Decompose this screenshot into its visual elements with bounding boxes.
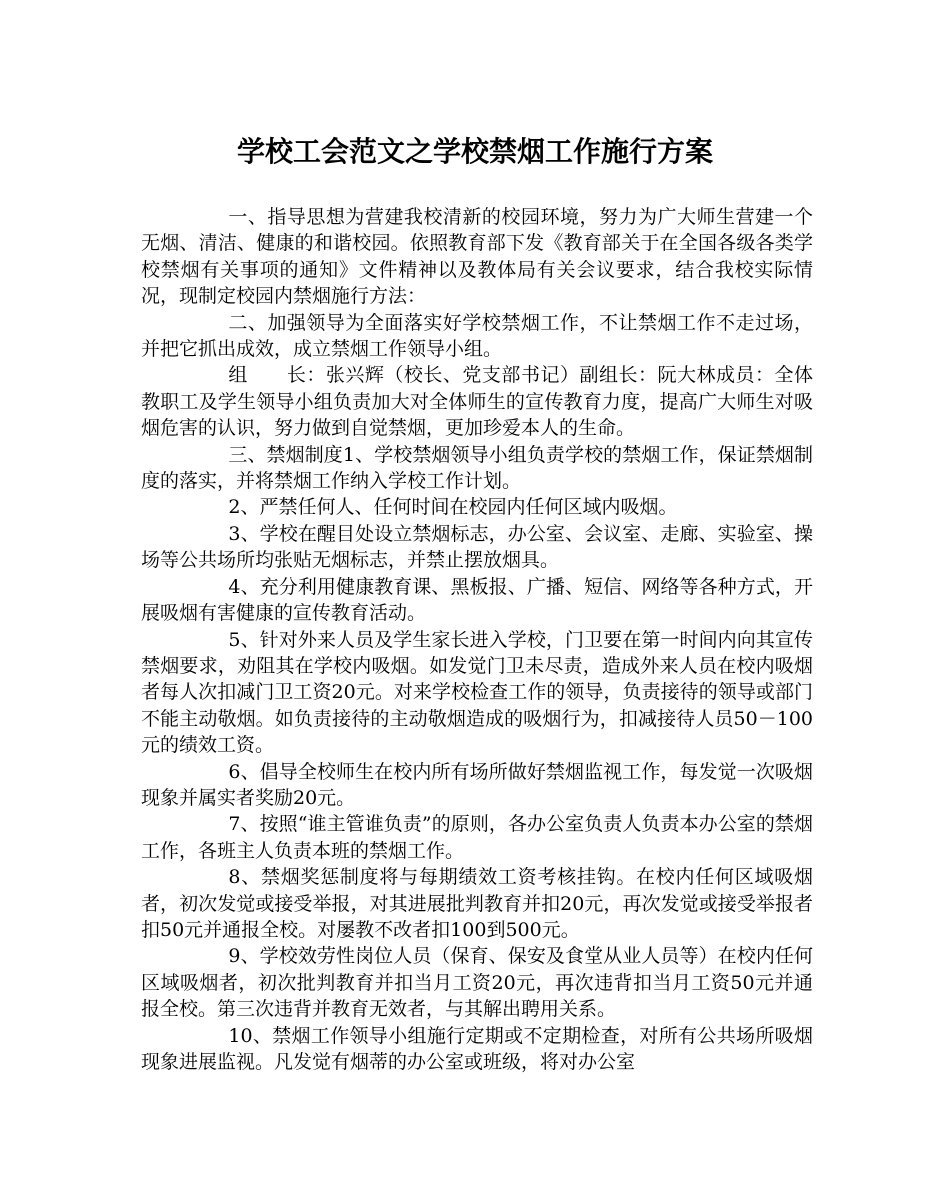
paragraph-rule-1: 三、禁烟制度1、学校禁烟领导小组负责学校的禁烟工作，保证禁烟制度的落实，并将禁烟工作纳入学校工作计划。 [141, 443, 813, 493]
paragraph-rule-4: 4、充分利用健康教育课、黑板报、广播、短信、网络等各种方式，开展吸烟有害健康的宣传教育活动。 [141, 575, 813, 625]
paragraph-leadership: 二、加强领导为全面落实好学校禁烟工作，不让禁烟工作不走过场，并把它抓出成效，成立禁烟工作领导小组。 [141, 311, 813, 361]
paragraph-rule-3: 3、学校在醒目处设立禁烟标志，办公室、会议室、走廊、实验室、操场等公共场所均张贴无烟标志，并禁止摆放烟具。 [141, 522, 813, 572]
paragraph-rule-8: 8、禁烟奖惩制度将与每期绩效工资考核挂钩。在校内任何区域吸烟者，初次发觉或接受举报，对其进展批判教育并扣20元，再次发觉或接受举报者扣50元并通报全校。对屡教不改者扣100到500元。 [141, 866, 813, 941]
paragraph-rule-10: 10、禁烟工作领导小组施行定期或不定期检查，对所有公共场所吸烟现象进展监视。凡发觉有烟蒂的办公室或班级，将对办公室 [141, 1024, 813, 1073]
document-title: 学校工会范文之学校禁烟工作施行方案 [236, 135, 713, 168]
paragraph-rule-7: 7、按照“谁主管谁负责”的原则，各办公室负责人负责本办公室的禁烟工作，各班主人负责本班的禁烟工作。 [141, 813, 813, 862]
paragraph-guiding-idea: 一、指导思想为营建我校清新的校园环境，努力为广大师生营建一个无烟、清洁、健康的和谐校园。依照教育部下发《教育部关于在全国各级各类学校禁烟有关事项的通知》文件精神以及教体局有关会议要求，结合我校实际情况，现制定校园内禁烟施行方法： [141, 206, 813, 308]
document-body [141, 204, 813, 1075]
paragraph-rule-5: 5、针对外来人员及学生家长进入学校，门卫要在第一时间内向其宣传禁烟要求，劝阻其在学校内吸烟。如发觉门卫未尽责，造成外来人员在校内吸烟者每人次扣减门卫工资20元。对来学校检查工作的领导，负责接待的领导或部门不能主动敬烟。如负责接待的主动敬烟造成的吸烟行为，扣减接待人员50－100元的绩效工资。 [141, 628, 813, 757]
paragraph-group-members: 组 长：张兴辉（校长、党支部书记）副组长：阮大林成员：全体教职工及学生领导小组负责加大对全体师生的宣传教育力度，提高广大师生对吸烟危害的认识，努力做到自觉禁烟，更加珍爱本人的生命。 [141, 364, 813, 440]
paragraph-rule-6: 6、倡导全校师生在校内所有场所做好禁烟监视工作，每发觉一次吸烟现象并属实者奖励20元。 [141, 760, 813, 809]
paragraph-rule-9: 9、学校效劳性岗位人员（保育、保安及食堂从业人员等）在校内任何区域吸烟者，初次批判教育并扣当月工资20元，再次违背扣当月工资50元并通报全校。第三次违背并教育无效者，与其解出聘用关系。 [141, 945, 813, 1021]
paragraph-rule-2: 2、严禁任何人、任何时间在校园内任何区域内吸烟。 [228, 496, 678, 519]
